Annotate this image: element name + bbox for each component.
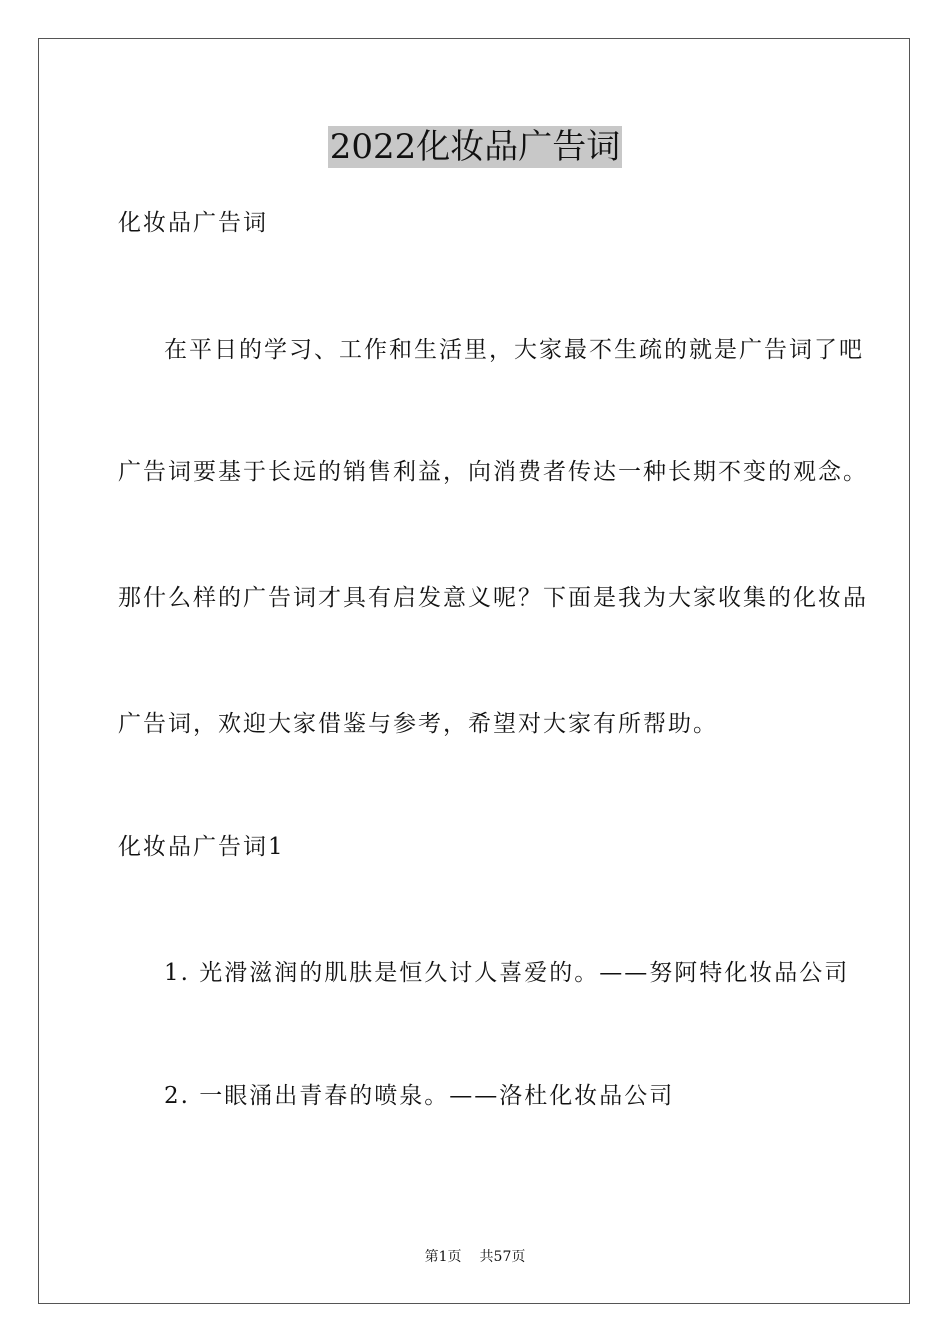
document-title: 2022化妆品广告词 [329,127,621,167]
title-wrapper [0,126,950,168]
subtitle: 化妆品广告词 [118,210,268,236]
intro-line-4: 广告词，欢迎大家借鉴与参考，希望对大家有所帮助。 [118,711,718,737]
intro-line-2: 广告词要基于长远的销售利益，向消费者传达一种长期不变的观念。 [118,459,868,485]
intro-line-1: 在平日的学习、工作和生活里，大家最不生疏的就是广告词了吧 [164,337,864,363]
page-total: 共57页 [479,1249,526,1265]
intro-line-3: 那什么样的广告词才具有启发意义呢？下面是我为大家收集的化妆品 [118,585,868,611]
section-heading: 化妆品广告词1 [118,834,285,860]
list-item-1: 1. 光滑滋润的肌肤是恒久讨人喜爱的。——努阿特化妆品公司 [164,960,850,986]
page-footer [0,1248,950,1266]
list-item-2: 2. 一眼涌出青春的喷泉。——洛杜化妆品公司 [164,1083,675,1109]
page-current: 第1页 [424,1249,462,1265]
